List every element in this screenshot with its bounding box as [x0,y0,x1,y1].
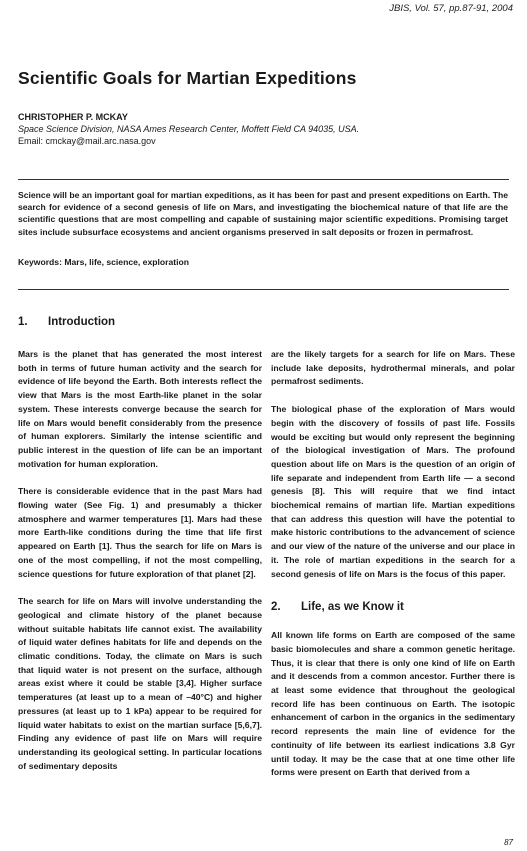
abstract-bottom-rule [18,289,509,290]
author-affiliation: Space Science Division, NASA Ames Research Center, Moffett Field CA 94035, USA. [18,124,360,134]
section-heading-life [271,601,515,613]
section-title: Introduction [48,316,116,328]
journal-reference: JBIS, Vol. 57, pp.87-91, 2004 [389,3,513,14]
keywords [18,257,508,267]
abstract-top-rule [18,179,509,180]
keywords-label: Keywords: [18,257,62,267]
section-number: 1. [18,316,28,328]
paragraph: The search for life on Mars will involve understanding the geological and climate history of the planet because without suitable habitats life cannot exist. The availability of liquid water defines habitats for life and depends on the climatic conditions. Today, the climate on Mars is such that liquid water is not present on the surface, although areas exist where it could be stable [3,4]. Higher surface temperatures (at least up to a mean of –40°C) and higher pressures (at least up to 1 kPa) appear to be required for liquid water habitats to exist on the martian surface [5,6,7]. Finding any evidence of past life on Mars will require understanding its geological setting. In particular locations of sedimentary deposits [18,596,262,771]
paragraph: Mars is the planet that has generated the most interest both in terms of future human activity and the search for evidence of life beyond the Earth. Both interests reflect the view that Mars is the most Earth-like planet in the solar system. These interests converge because the search for life on Mars would benefit considerably from the presence of human explorers. Similarly the intense scientific and public interest in the question of life can be an important motivation for human exploration. [18,349,262,469]
paragraph: There is considerable evidence that in the past Mars had flowing water (See Fig. 1) and presumably a thicker atmosphere and warmer temperatures [1]. Mars had these more Earth-like conditions during the time that life first appeared on Earth [1]. Thus the search for life on Mars is one of the most compelling, if not the most compelling, science questions for future exploration of that planet [2]. [18,486,262,579]
author-name: CHRISTOPHER P. MCKAY [18,112,128,122]
paragraph: The biological phase of the exploration of Mars would begin with the discovery of fossils of past life. Fossils would be exciting but would only represent the beginning of the biological investigation of Mars. The profound question about life on Mars is the question of an origin of life separate and independent from Earth life — a second genesis [8]. This will require that we find intact biochemical remains of martian life. Martian expeditions that can address this question will have the potential to make historic contributions to the advancement of science and our view of the nature of the universe and our place in it. The role of martian expeditions in the search for a second genesis of life on Mars is the focus of this paper. [271,404,515,579]
abstract: Science will be an important goal for martian expeditions, as it has been for past and present expeditions on Earth. The search for evidence of a second genesis of life on Mars, and investigating the biochemical nature of that life are the scientific questions that are most compelling and capable of sustaining major scientific expeditions. Promising target sites include subsurface ecosystems and ancient organisms preserved in salt deposits or frozen in permafrost. [18,190,508,237]
paragraph: All known life forms on Earth are composed of the same basic biomolecules and share a common genetic heritage. Thus, it is clear that there is only one kind of life on Earth and it descends from a common ancestor. Further there is at least some evidence that throughout the geological record life has been continuous on Earth. The isotopic enhancement of carbon in the organics in the sedimentary record represents the main line of evidence for the continuity of life between its earliest indications 3.8 Gyr until today. It may be the case that at one time other life forms were present on Earth that derived from a [271,630,515,778]
author-block [18,111,508,147]
paragraph: are the likely targets for a search for life on Mars. These include lake deposits, hydrothermal minerals, and polar permafrost sediments. [271,349,515,387]
page-number: 87 [504,838,513,847]
section-number: 2. [271,601,281,614]
author-email: Email: cmckay@mail.arc.nasa.gov [18,136,156,146]
paper-title: Scientific Goals for Martian Expeditions [18,68,357,88]
left-column [18,348,262,787]
section-heading-introduction [18,316,115,328]
right-column [271,348,515,794]
keywords-text: Mars, life, science, exploration [64,257,189,267]
section-title: Life, as we Know it [301,601,404,614]
